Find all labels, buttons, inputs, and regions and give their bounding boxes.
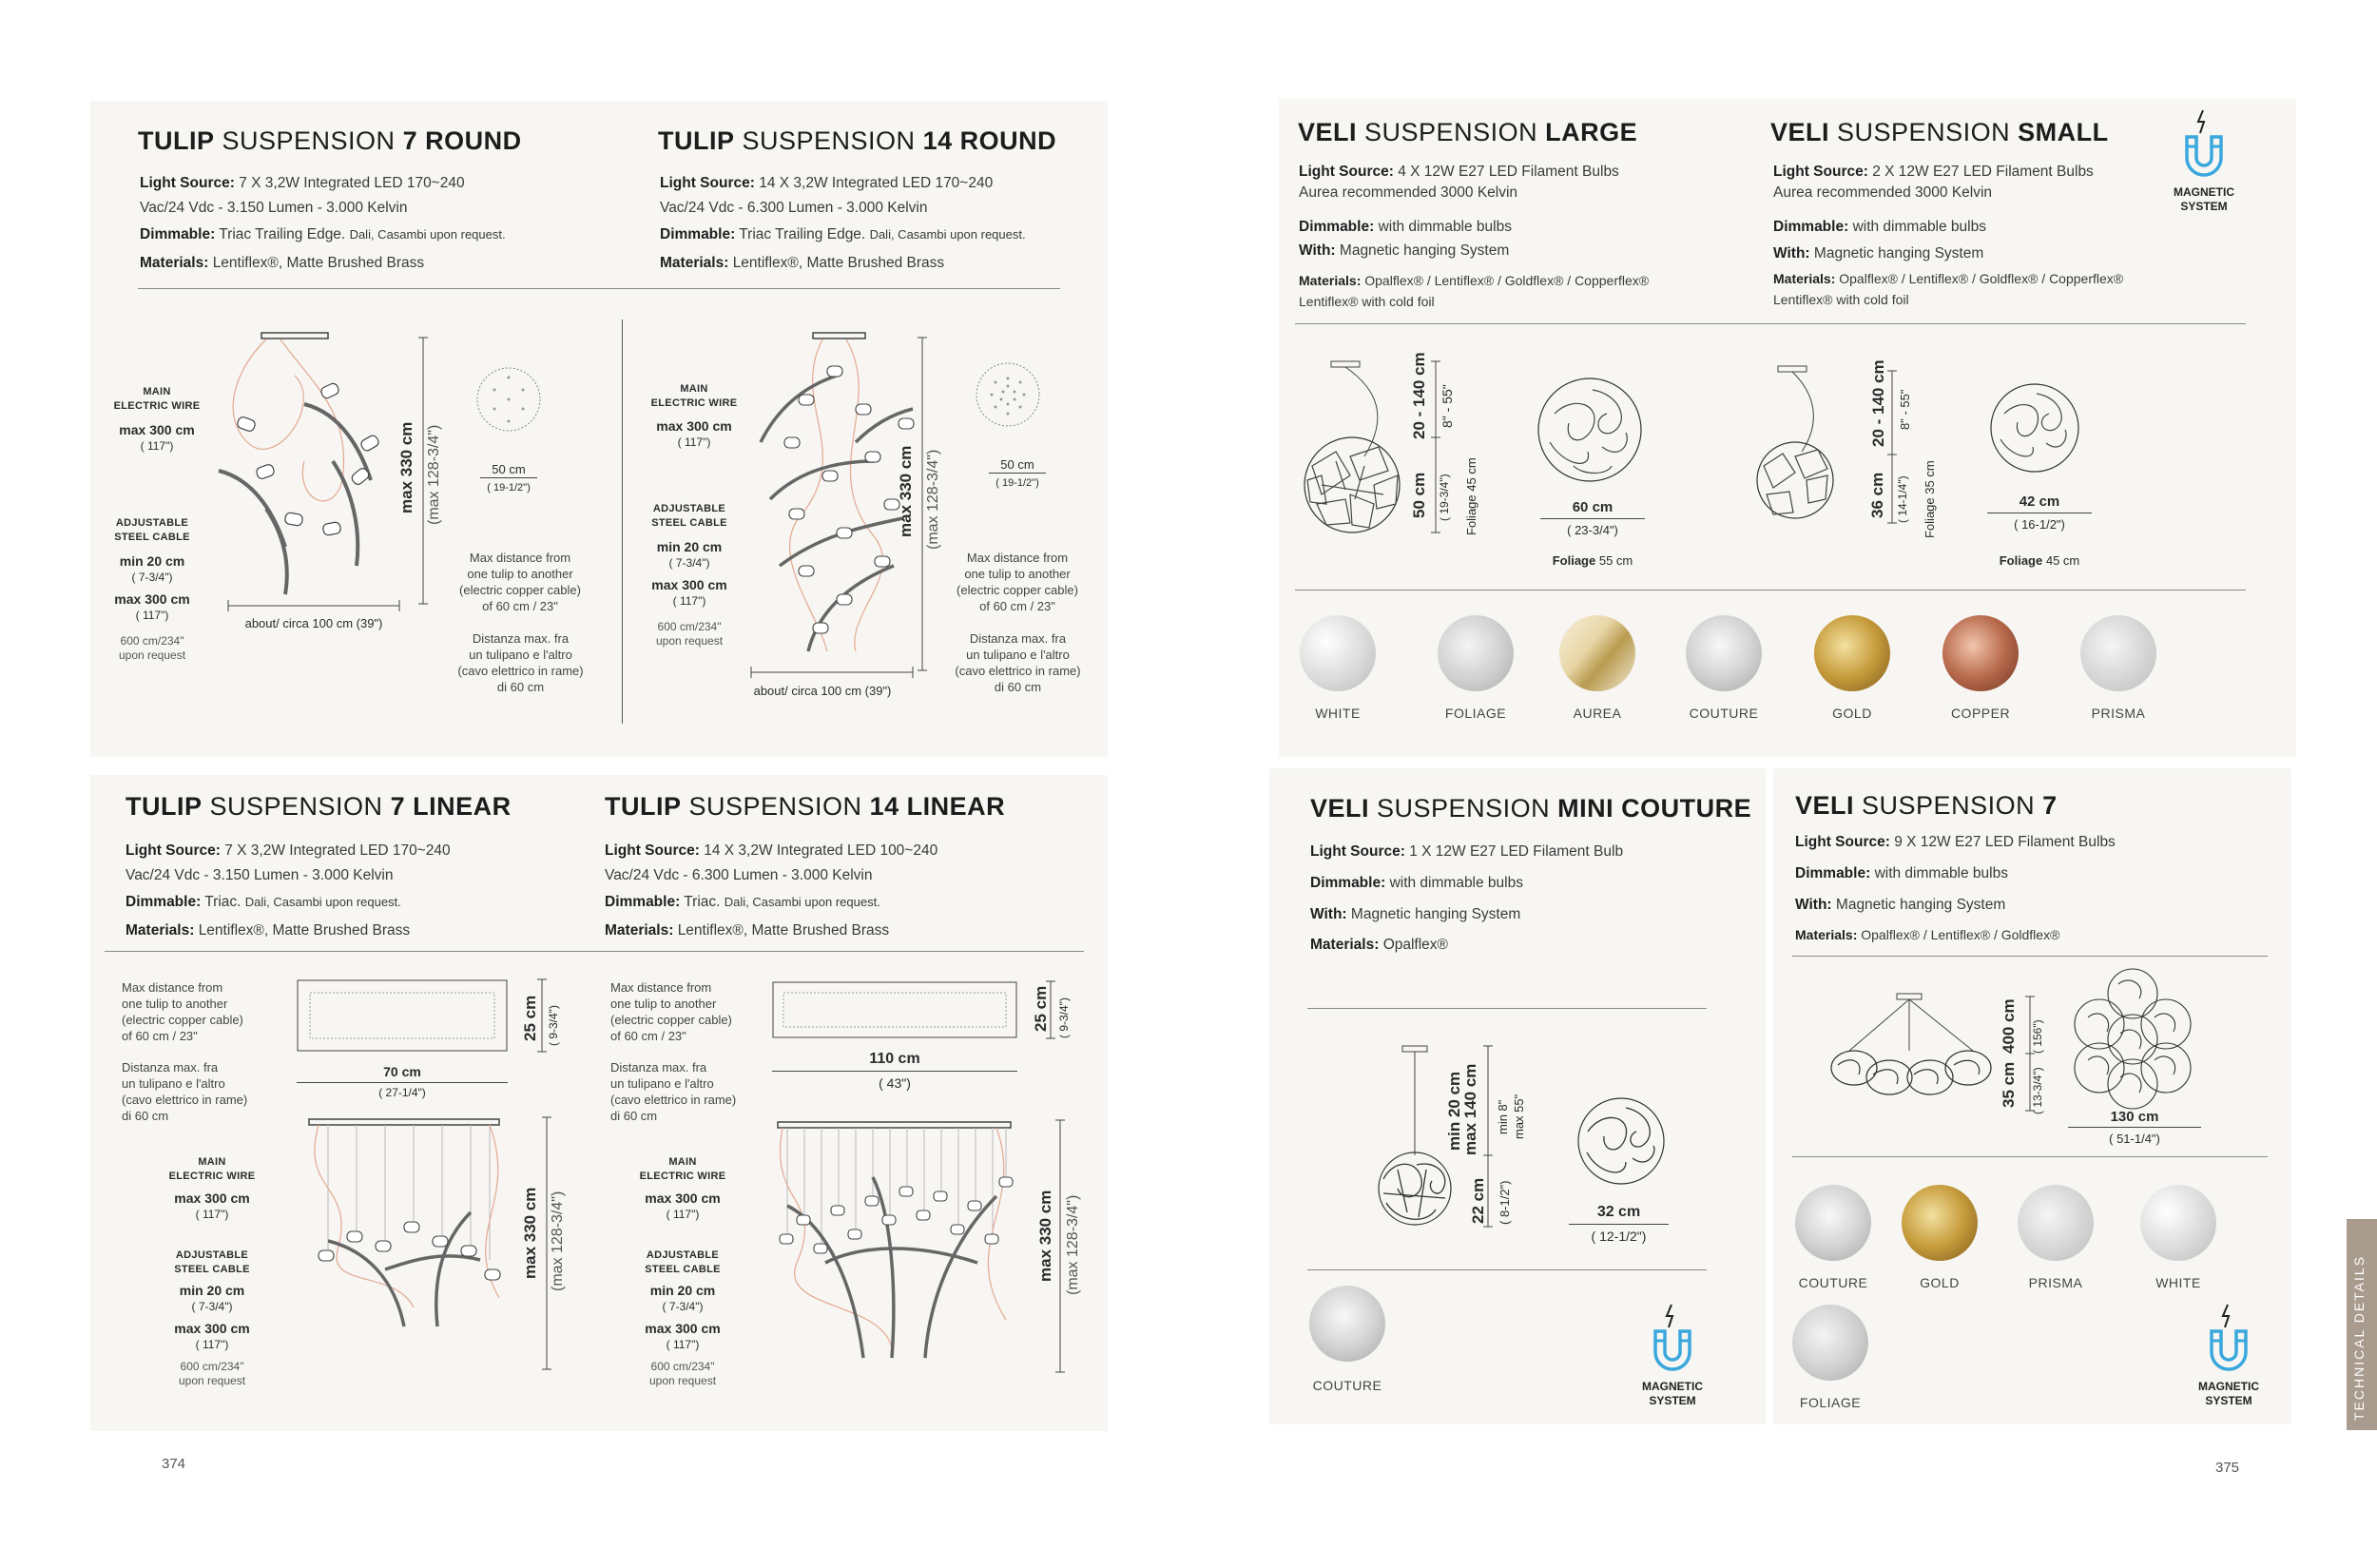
divider	[1792, 1156, 2268, 1157]
width-label: 60 cm	[1572, 499, 1614, 515]
height-inch-label: (max 128-3/4")	[550, 1191, 566, 1291]
divider	[1307, 1269, 1707, 1270]
wire-max: max 300 cm	[174, 1191, 250, 1206]
depth-inch-label: ( 9-3/4")	[1057, 997, 1071, 1038]
cable-min-inch: ( 7-3/4")	[668, 556, 710, 570]
cable-request: 600 cm/234" upon request	[655, 620, 724, 648]
height-line	[1055, 1120, 1065, 1372]
height-label: 36 cm	[1868, 472, 1886, 518]
veli-mini-couture-front-drawing	[1574, 1094, 1669, 1189]
dimmable-veli-small: Dimmable: with dimmable bulbs	[1773, 219, 1986, 235]
height-label: max 330 cm	[897, 445, 915, 537]
cable-request: 600 cm/234" upon request	[178, 1360, 246, 1387]
with-veli-mini-couture: With: Magnetic hanging System	[1310, 906, 1521, 922]
cable-min: min 20 cm	[179, 1283, 245, 1298]
cable-max-inch: ( 117")	[135, 609, 169, 622]
canopy-size-inch: ( 19-1/2")	[487, 482, 531, 494]
wire-inch: ( 117")	[677, 436, 711, 449]
divider	[105, 951, 1084, 952]
dimmable-tulip-7-round: Dimmable: Triac Trailing Edge. Dali, Casambi upon request.	[140, 226, 506, 242]
magnetic-system-label: MAGNETIC SYSTEM	[2174, 185, 2234, 213]
veli-7-front-drawing	[2071, 965, 2194, 1113]
width-rule	[297, 1082, 508, 1083]
drop-inch-min-label: min 8"	[1496, 1099, 1510, 1134]
materials-veli-large: Materials: Opalflex® / Lentiflex® / Goldflex® / Copperflex® Lentiflex® with cold foil	[1299, 273, 1650, 309]
height-label: max 330 cm	[1036, 1190, 1054, 1282]
foliage-width-label: Foliage 45 cm	[1999, 553, 2080, 568]
width-inch-label: ( 12-1/2")	[1591, 1229, 1647, 1244]
finish-label-foliage: FOLIAGE	[1799, 1395, 1862, 1410]
height-label: 35 cm	[2000, 1061, 2018, 1108]
title-tulip-14-round: TULIP SUSPENSION 14 ROUND	[658, 126, 1057, 155]
materials-tulip-7-linear: Materials: Lentiflex®, Matte Brushed Brass	[126, 922, 411, 939]
page-number-left: 374	[162, 1456, 186, 1472]
canopy-size-inch: ( 19-1/2")	[995, 477, 1039, 489]
finish-label-white: WHITE	[1315, 706, 1361, 721]
materials-veli-7: Materials: Opalflex® / Lentiflex® / Goldflex®	[1795, 927, 2060, 942]
distance-note-en: Max distance from one tulip to another (electric copper cable) of 60 cm / 23"	[610, 980, 732, 1043]
drop-max-label: max 140 cm	[1461, 1063, 1479, 1155]
divider	[1295, 323, 2246, 324]
width-label: 110 cm	[869, 1051, 920, 1067]
width-rule	[1540, 518, 1645, 519]
specs-veli-small: Light Source: 2 X 12W E27 LED Filament Bulbs Aurea recommended 3000 Kelvin	[1773, 164, 2094, 201]
materials-veli-mini-couture: Materials: Opalflex®	[1310, 937, 1448, 953]
canopy-rule	[989, 473, 1046, 474]
side-tab-label: TECHNICAL DETAILS	[2351, 1254, 2367, 1421]
finish-label-prisma: PRISMA	[2091, 706, 2146, 721]
height-inch-label: ( 8-1/2")	[1498, 1180, 1512, 1225]
canopy-top-view	[297, 979, 508, 1052]
dimmable-veli-7: Dimmable: with dimmable bulbs	[1795, 865, 2008, 881]
materials-veli-small: Materials: Opalflex® / Lentiflex® / Goldflex® / Copperflex® Lentiflex® with cold foil	[1773, 271, 2124, 307]
wire-inch: ( 117")	[195, 1208, 229, 1221]
finish-swatch-couture	[1795, 1185, 1871, 1261]
cable-label: ADJUSTABLE STEEL CABLE	[114, 517, 190, 543]
cable-label: ADJUSTABLE STEEL CABLE	[174, 1249, 250, 1275]
wire-max: max 300 cm	[656, 418, 732, 434]
distance-note-it: Distanza max. fra un tulipano e l'altro (cavo elettrico in rame) di 60 cm	[122, 1060, 248, 1123]
width-inch-label: ( 16-1/2")	[2014, 517, 2065, 532]
cable-max-inch: ( 117")	[195, 1338, 229, 1351]
drop-label: 20 - 140 cm	[1869, 359, 1887, 447]
distance-note-en: Max distance from one tulip to another (electric copper cable) of 60 cm / 23"	[122, 980, 243, 1043]
divider-vertical	[622, 319, 623, 724]
cable-request: 600 cm/234" upon request	[118, 634, 186, 662]
finish-swatch-aurea	[1559, 615, 1635, 691]
cable-label: ADJUSTABLE STEEL CABLE	[645, 1249, 721, 1275]
height-inch-label: ( 13-3/4")	[2031, 1067, 2044, 1114]
title-veli-mini-couture: VELI SUSPENSION MINI COUTURE	[1310, 794, 1752, 823]
width-inch-label: ( 51-1/4")	[2109, 1132, 2160, 1146]
finish-swatch-couture	[1686, 615, 1762, 691]
drop-min-label: min 20 cm	[1445, 1071, 1463, 1151]
finish-swatch-prisma	[2080, 615, 2156, 691]
materials-tulip-7-round: Materials: Lentiflex®, Matte Brushed Brass	[140, 255, 425, 271]
wire-label: MAIN ELECTRIC WIRE	[113, 386, 201, 412]
magnetic-system-icon	[2208, 1305, 2250, 1373]
finish-label-foliage: FOLIAGE	[1444, 706, 1507, 721]
finish-swatch-gold	[1902, 1185, 1978, 1261]
finish-label-aurea: AUREA	[1573, 706, 1622, 721]
divider	[138, 288, 1060, 289]
cable-min: min 20 cm	[119, 553, 185, 569]
width-rule	[772, 1071, 1017, 1072]
drop-inch-max-label: max 55"	[1512, 1094, 1526, 1139]
specs-tulip-7-round: Light Source: 7 X 3,2W Integrated LED 170~240 Vac/24 Vdc - 3.150 Lumen - 3.000 Kelvin	[140, 175, 465, 216]
about-width: about/ circa 100 cm (39")	[244, 616, 383, 630]
cable-max: max 300 cm	[174, 1321, 250, 1336]
finish-swatch-foliage	[1792, 1305, 1868, 1381]
finish-label-couture: COUTURE	[1312, 1378, 1382, 1393]
width-rule	[2068, 1127, 2201, 1128]
title-tulip-7-round: TULIP SUSPENSION 7 ROUND	[138, 126, 522, 155]
tulip-7-round-drawing	[209, 328, 428, 604]
title-veli-7: VELI SUSPENSION 7	[1795, 791, 2058, 820]
canopy-size: 50 cm	[1000, 457, 1034, 472]
drop-inch-label: 8" - 55"	[1898, 389, 1912, 430]
distance-note-it: Distanza max. fra un tulipano e l'altro (cavo elettrico in rame) di 60 cm	[610, 1060, 737, 1123]
depth-label: 25 cm	[1032, 985, 1050, 1032]
width-label: 32 cm	[1596, 1204, 1641, 1220]
cable-max-inch: ( 117")	[672, 594, 706, 608]
width-label: 130 cm	[2110, 1109, 2159, 1125]
finish-swatch-prisma	[2018, 1185, 2094, 1261]
veli-small-side-drawing	[1740, 366, 1854, 518]
finish-swatch-foliage	[1438, 615, 1514, 691]
magnetic-system-label: MAGNETIC SYSTEM	[2198, 1380, 2259, 1407]
canopy-top-view	[975, 361, 1041, 428]
finish-label-gold: GOLD	[1920, 1275, 1960, 1290]
veli-7-side-drawing	[1830, 994, 1992, 1098]
materials-tulip-14-round: Materials: Lentiflex®, Matte Brushed Brass	[660, 255, 945, 271]
drop-label: 20 - 140 cm	[1410, 352, 1428, 439]
veli-large-side-drawing	[1293, 361, 1426, 532]
cable-max: max 300 cm	[651, 577, 727, 592]
finish-label-couture: COUTURE	[1689, 706, 1759, 721]
finish-label-gold: GOLD	[1832, 706, 1872, 721]
with-veli-7: With: Magnetic hanging System	[1795, 897, 2006, 913]
drop-label: 400 cm	[2000, 998, 2018, 1054]
finish-label-couture: COUTURE	[1798, 1275, 1868, 1290]
width-label: 70 cm	[383, 1064, 421, 1079]
magnetic-system-label: MAGNETIC SYSTEM	[1642, 1380, 1703, 1407]
width-inch-label: ( 43")	[879, 1075, 911, 1091]
light-veli-mini-couture: Light Source: 1 X 12W E27 LED Filament Bulb	[1310, 843, 1624, 860]
wire-label: MAIN ELECTRIC WIRE	[639, 1156, 726, 1182]
finish-swatch-couture	[1309, 1286, 1385, 1362]
divider	[1307, 1008, 1707, 1009]
dimmable-veli-large: Dimmable: with dimmable bulbs	[1299, 219, 1512, 235]
tulip-14-linear-drawing	[768, 1120, 1025, 1372]
distance-note-en: Max distance from one tulip to another (electric copper cable) of 60 cm / 23"	[459, 551, 581, 613]
height-inch-label: ( 14-1/4")	[1896, 475, 1909, 523]
veli-small-front-drawing	[1987, 380, 2082, 475]
dimmable-tulip-7-linear: Dimmable: Triac. Dali, Casambi upon request.	[126, 894, 401, 910]
height-label: 22 cm	[1469, 1177, 1487, 1224]
width-inch-label: ( 27-1/4")	[378, 1086, 426, 1099]
finish-label-prisma: PRISMA	[2028, 1275, 2083, 1290]
canopy-top-view	[772, 981, 1017, 1038]
width-inch-label: ( 23-3/4")	[1567, 523, 1618, 537]
width-label: 42 cm	[2019, 494, 2060, 510]
title-veli-large: VELI SUSPENSION LARGE	[1298, 118, 1638, 146]
with-veli-small: With: Magnetic hanging System	[1773, 245, 1984, 261]
with-veli-large: With: Magnetic hanging System	[1299, 242, 1510, 259]
cable-min: min 20 cm	[656, 539, 723, 554]
dimmable-tulip-14-round: Dimmable: Triac Trailing Edge. Dali, Casambi upon request.	[660, 226, 1026, 242]
height-inch-label: (max 128-3/4")	[925, 449, 941, 550]
drop-inch-label: 8" - 55"	[1440, 384, 1455, 428]
cable-min: min 20 cm	[649, 1283, 716, 1298]
distance-note-it: Distanza max. fra un tulipano e l'altro (cavo elettrico in rame) di 60 cm	[955, 631, 1081, 694]
cable-label: ADJUSTABLE STEEL CABLE	[651, 503, 727, 529]
wire-max: max 300 cm	[645, 1191, 721, 1206]
materials-tulip-14-linear: Materials: Lentiflex®, Matte Brushed Brass	[605, 922, 890, 939]
specs-tulip-14-round: Light Source: 14 X 3,2W Integrated LED 170~240 Vac/24 Vdc - 6.300 Lumen - 3.000 Kelvin	[660, 175, 994, 216]
finish-swatch-white	[2140, 1185, 2216, 1261]
wire-inch: ( 117")	[140, 439, 174, 453]
dimmable-tulip-14-linear: Dimmable: Triac. Dali, Casambi upon request.	[605, 894, 880, 910]
veli-large-front-drawing	[1536, 376, 1645, 485]
width-rule	[1569, 1224, 1669, 1225]
title-tulip-14-linear: TULIP SUSPENSION 14 LINEAR	[605, 792, 1006, 821]
specs-tulip-7-linear: Light Source: 7 X 3,2W Integrated LED 170~240 Vac/24 Vdc - 3.150 Lumen - 3.000 Kelvin	[126, 842, 451, 883]
wire-label: MAIN ELECTRIC WIRE	[168, 1156, 256, 1182]
cable-max: max 300 cm	[645, 1321, 721, 1336]
tulip-7-linear-drawing	[300, 1117, 518, 1336]
wire-max: max 300 cm	[119, 422, 195, 437]
distance-note-it: Distanza max. fra un tulipano e l'altro (cavo elettrico in rame) di 60 cm	[457, 631, 584, 694]
specs-tulip-14-linear: Light Source: 14 X 3,2W Integrated LED 100~240 Vac/24 Vdc - 6.300 Lumen - 3.000 Kelvin	[605, 842, 938, 883]
cable-min-inch: ( 7-3/4")	[131, 571, 173, 584]
finish-label-white: WHITE	[2155, 1275, 2201, 1290]
finish-swatch-white	[1300, 615, 1376, 691]
foliage-height-label: Foliage 45 cm	[1464, 457, 1478, 535]
depth-inch-label: ( 9-3/4")	[547, 1005, 560, 1046]
height-label: max 330 cm	[521, 1187, 539, 1279]
side-tab-technical-details[interactable]	[2347, 1219, 2377, 1430]
height-inch-label: (max 128-3/4")	[426, 424, 442, 525]
dimmable-veli-mini-couture: Dimmable: with dimmable bulbs	[1310, 875, 1523, 891]
page-number-right: 375	[2215, 1460, 2240, 1476]
wire-inch: ( 117")	[666, 1208, 700, 1221]
finish-swatch-gold	[1814, 615, 1890, 691]
canopy-size: 50 cm	[492, 462, 526, 476]
light-veli-7: Light Source: 9 X 12W E27 LED Filament Bulbs	[1795, 834, 2116, 850]
magnetic-system-icon	[1652, 1305, 1693, 1373]
foliage-width-label: Foliage 55 cm	[1552, 553, 1633, 568]
cable-request: 600 cm/234" upon request	[648, 1360, 717, 1387]
wire-label: MAIN ELECTRIC WIRE	[650, 383, 738, 409]
height-label: max 330 cm	[397, 421, 415, 513]
magnetic-system-icon	[2183, 110, 2225, 179]
finish-label-copper: COPPER	[1950, 706, 2011, 721]
height-inch-label: ( 19-3/4")	[1438, 474, 1451, 521]
foliage-height-label: Foliage 35 cm	[1923, 460, 1937, 538]
depth-label: 25 cm	[521, 995, 539, 1041]
cable-max: max 300 cm	[114, 591, 190, 607]
distance-note-en: Max distance from one tulip to another (electric copper cable) of 60 cm / 23"	[957, 551, 1078, 613]
height-label: 50 cm	[1410, 472, 1428, 518]
finish-swatch-copper	[1942, 615, 2019, 691]
canopy-rule	[480, 477, 537, 478]
title-veli-small: VELI SUSPENSION SMALL	[1770, 118, 2109, 146]
cable-min-inch: ( 7-3/4")	[191, 1300, 233, 1313]
canopy-top-view	[475, 366, 542, 433]
divider	[1792, 956, 2268, 957]
cable-max-inch: ( 117")	[666, 1338, 700, 1351]
drop-inch-label: ( 156")	[2031, 1019, 2044, 1054]
title-tulip-7-linear: TULIP SUSPENSION 7 LINEAR	[126, 792, 512, 821]
specs-veli-large: Light Source: 4 X 12W E27 LED Filament Bulbs Aurea recommended 3000 Kelvin	[1299, 164, 1619, 201]
about-width: about/ circa 100 cm (39")	[753, 684, 892, 698]
height-inch-label: (max 128-3/4")	[1065, 1194, 1081, 1295]
cable-min-inch: ( 7-3/4")	[662, 1300, 704, 1313]
